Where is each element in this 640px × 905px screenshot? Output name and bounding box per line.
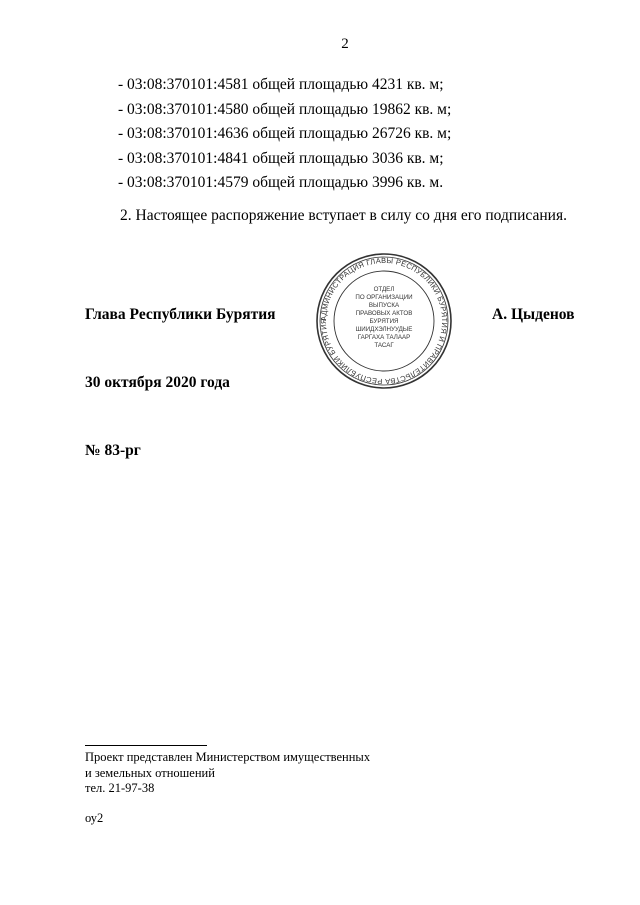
- parcel-item: - 03:08:370101:4579 общей площадью 3996 кв. м.: [118, 174, 444, 191]
- seal-outer-text: АДМИНИСТРАЦИЯ ГЛАВЫ РЕСПУБЛИКИ БУРЯТИЯ И ПРАВИТЕЛЬСТВА РЕСПУБЛИКИ БУРЯТИЯ: [318, 255, 450, 387]
- footnote-divider: [85, 745, 207, 746]
- parcel-item: - 03:08:370101:4636 общей площадью 26726 кв. м;: [118, 125, 452, 142]
- footnote: [85, 750, 370, 797]
- signer-name: А. Цыденов: [492, 306, 575, 323]
- parcel-item: - 03:08:370101:4580 общей площадью 19862 кв. м;: [118, 100, 452, 118]
- seal-line: ГАРГАХА ТАЛААР: [357, 334, 411, 341]
- seal-line: ОТДЕЛ: [373, 286, 395, 293]
- parcel-item: - 03:08:370101:4581 общей площадью 4231 кв. м;: [118, 76, 444, 93]
- seal-line: ШИИДХЭЛНУУДЫЕ: [355, 326, 413, 333]
- signer-title: Глава Республики Бурятия: [85, 306, 276, 323]
- page-number: 2: [341, 36, 349, 52]
- footnote-line: Проект представлен Министерством имущественных: [85, 750, 371, 764]
- seal-line: ТАСАГ: [374, 342, 394, 349]
- document-code: оу2: [85, 811, 104, 825]
- official-seal: [314, 251, 454, 391]
- document-date: 30 октября 2020 года: [85, 374, 230, 391]
- seal-line: ПРАВОВЫХ АКТОВ: [355, 310, 413, 317]
- seal-line: ВЫПУСКА: [368, 302, 400, 309]
- paragraph-effective: 2. Настоящее распоряжение вступает в силу со дня его подписания.: [120, 207, 567, 224]
- document-number: № 83-рг: [85, 442, 141, 459]
- footnote-line: и земельных отношений: [85, 765, 215, 780]
- parcel-item: - 03:08:370101:4841 общей площадью 3036 кв. м;: [118, 149, 444, 167]
- seal-line: БУРЯТИЯ: [369, 318, 399, 325]
- parcel-list: [118, 73, 451, 196]
- footnote-phone: тел. 21-97-38: [85, 781, 155, 795]
- seal-line: ПО ОРГАНИЗАЦИИ: [355, 294, 413, 301]
